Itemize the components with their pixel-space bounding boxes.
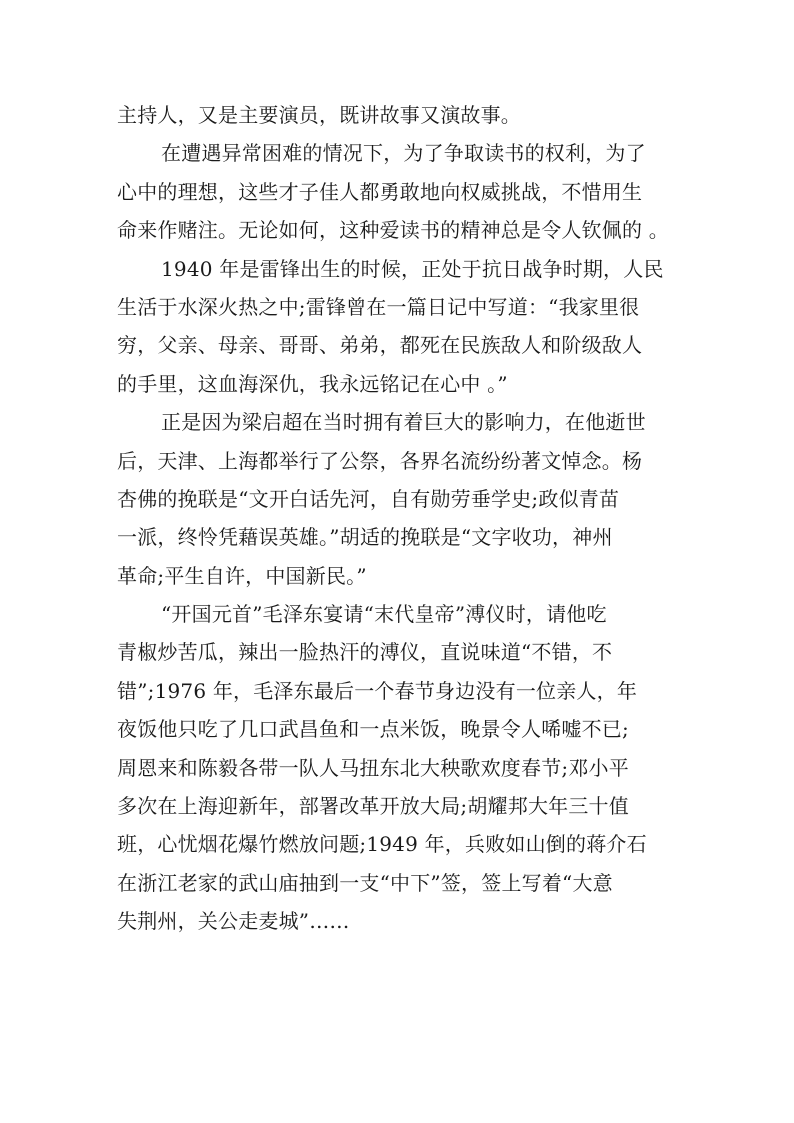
paragraph-5 (117, 595, 683, 941)
document-body (117, 96, 683, 941)
text-line: 正是因为梁启超在当时拥有着巨大的影响力，在他逝世 (161, 410, 646, 435)
text-line: 多次在上海迎新年，部署改革开放大局;胡耀邦大年三十值 (117, 794, 629, 819)
paragraph-3 (117, 250, 683, 404)
text-line: 周恩来和陈毅各带一队人马扭东北大秧歌欢度春节;邓小平 (117, 755, 629, 780)
text-line: 夜饭他只吃了几口武昌鱼和一点米饭，晚景令人唏嘘不已; (117, 717, 629, 742)
text-line: 穷，父亲、母亲、哥哥、弟弟，都死在民族敌人和阶级敌人 (117, 333, 643, 358)
text-line: 革命;平生自许，中国新民。” (117, 563, 367, 588)
text-line: 班，心忧烟花爆竹燃放问题;1949 年，兵败如山倒的蒋介石 (117, 832, 647, 857)
paragraph-4 (117, 403, 683, 595)
text-line: 后，天津、上海都举行了公祭，各界名流纷纷著文悼念。杨 (117, 448, 643, 473)
text-line: 的手里，这血海深仇，我永远铭记在心中 。” (117, 371, 508, 396)
text-line: 在遭遇异常困难的情况下，为了争取读书的权利，为了 (161, 141, 646, 166)
text-line: 心中的理想，这些才子佳人都勇敢地向权威挑战，不惜用生 (117, 179, 643, 204)
paragraph-2 (117, 134, 683, 249)
text-line: 命来作赌注。无论如何，这种爱读书的精神总是令人钦佩的 。 (117, 218, 669, 243)
text-line: 主持人，又是主要演员，既讲故事又演故事。 (117, 103, 521, 127)
paragraph-1 (117, 96, 683, 134)
text-line: 错”;1976 年，毛泽东最后一个春节身边没有一位亲人，年 (117, 678, 638, 703)
text-line: 青椒炒苦瓜，辣出一脸热汗的溥仪，直说味道“不错，不 (117, 640, 613, 665)
text-line: 生活于水深火热之中;雷锋曾在一篇日记中写道：“我家里很 (117, 294, 640, 319)
text-line: 杏佛的挽联是“文开白话先河，自有勋劳垂学史;政似青苗 (117, 486, 620, 511)
text-line: 1940 年是雷锋出生的时候，正处于抗日战争时期，人民 (161, 256, 664, 281)
text-line: 在浙江老家的武山庙抽到一支“中下”签，签上写着“大意 (117, 870, 613, 895)
text-line: 一派，终怜凭藉误英雄。”胡适的挽联是“文字收功，神州 (117, 525, 613, 550)
text-line: “开国元首”毛泽东宴请“末代皇帝”溥仪时，请他吃 (161, 602, 607, 627)
text-line: 失荆州，关公走麦城”…… (117, 909, 350, 934)
